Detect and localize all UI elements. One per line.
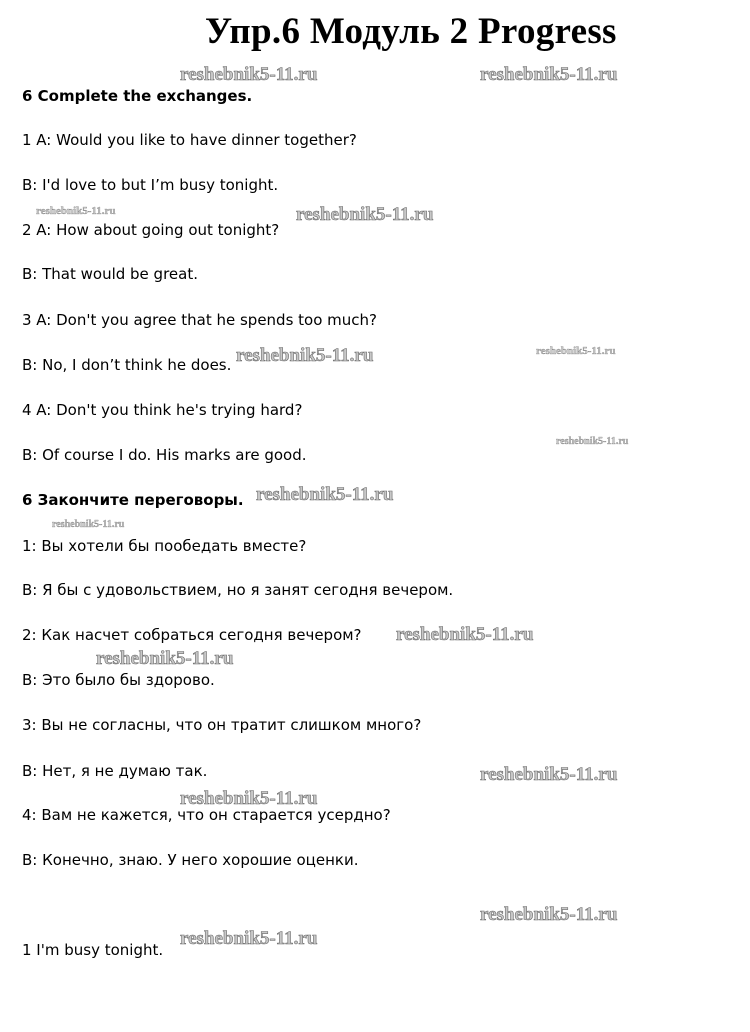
russian-line-8: B: Конечно, знаю. У него хорошие оценки. xyxy=(22,851,359,869)
english-line-5: 3 A: Don't you agree that he spends too much? xyxy=(22,311,377,329)
english-line-2: B: I'd love to but I’m busy tonight. xyxy=(22,176,279,194)
watermark: reshebnik5-11.ru xyxy=(180,928,318,949)
watermark: reshebnik5-11.ru xyxy=(296,204,434,225)
english-line-6: B: No, I don’t think he does. xyxy=(22,356,232,374)
watermark: reshebnik5-11.ru xyxy=(52,519,125,530)
english-line-7: 4 A: Don't you think he's trying hard? xyxy=(22,401,303,419)
russian-line-4: B: Это было бы здорово. xyxy=(22,671,215,689)
watermark: reshebnik5-11.ru xyxy=(256,484,394,505)
page-title: Упр.6 Модуль 2 Progress xyxy=(205,11,617,52)
english-line-4: B: That would be great. xyxy=(22,265,198,283)
watermark: reshebnik5-11.ru xyxy=(180,64,318,85)
watermark: reshebnik5-11.ru xyxy=(180,788,318,809)
english-line-1: 1 A: Would you like to have dinner together? xyxy=(22,131,357,149)
watermark: reshebnik5-11.ru xyxy=(536,345,616,357)
watermark: reshebnik5-11.ru xyxy=(480,64,618,85)
watermark: reshebnik5-11.ru xyxy=(480,764,618,785)
english-heading: 6 Complete the exchanges. xyxy=(22,87,253,105)
russian-line-2: B: Я бы с удовольствием, но я занят сегодня вечером. xyxy=(22,581,454,599)
watermark: reshebnik5-11.ru xyxy=(236,345,374,366)
english-line-8: B: Of course I do. His marks are good. xyxy=(22,446,307,464)
russian-line-1: 1: Вы хотели бы пообедать вместе? xyxy=(22,537,307,555)
english-line-3: 2 A: How about going out tonight? xyxy=(22,221,280,239)
russian-line-7: 4: Вам не кажется, что он старается усердно? xyxy=(22,806,391,824)
watermark: reshebnik5-11.ru xyxy=(480,904,618,925)
russian-line-6: B: Нет, я не думаю так. xyxy=(22,762,208,780)
watermark: reshebnik5-11.ru xyxy=(556,436,629,447)
answer-line: 1 I'm busy tonight. xyxy=(22,941,164,959)
watermark: reshebnik5-11.ru xyxy=(36,205,116,217)
watermark: reshebnik5-11.ru xyxy=(396,624,534,645)
russian-heading: 6 Закончите переговоры. xyxy=(22,491,244,509)
watermark: reshebnik5-11.ru xyxy=(96,648,234,669)
russian-line-5: 3: Вы не согласны, что он тратит слишком много? xyxy=(22,716,422,734)
russian-line-3: 2: Как насчет собраться сегодня вечером? xyxy=(22,626,362,644)
